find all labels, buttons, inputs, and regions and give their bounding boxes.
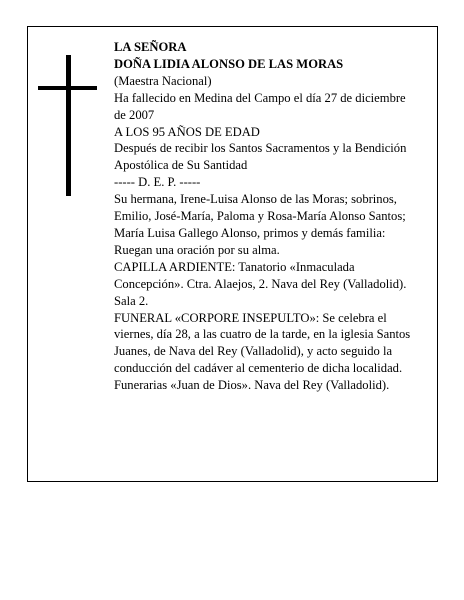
deceased-name: DOÑA LIDIA ALONSO DE LAS MORAS: [114, 56, 344, 71]
notice-title: LA SEÑORA: [114, 40, 187, 54]
deceased-profession: (Maestra Nacional): [114, 73, 212, 88]
prayer-request: Ruegan una oración por su alma.: [114, 242, 280, 257]
funeral-info: FUNERAL «CORPORE INSEPULTO»: Se celebra el viernes, día 28, a las cuatro de la tarde, en la iglesia Santos Juanes, de Nava del Rey (Valladolid), y acto seguido la conducción del cadáver al cementerio de dicha localidad.: [114, 310, 411, 376]
cross-vertical-bar: [66, 55, 71, 196]
deceased-age: A LOS 95 AÑOS DE EDAD: [114, 124, 260, 139]
chapel-info: CAPILLA ARDIENTE: Tanatorio «Inmaculada Concepción». Ctra. Alaejos, 2. Nava del Rey (Valladolid). Sala 2.: [114, 259, 407, 308]
family-text: Su hermana, Irene-Luisa Alonso de las Moras; sobrinos, Emilio, José-María, Paloma y Rosa-María Alonso Santos; María Luisa Gallego Alonso, primos y demás familia:: [114, 192, 406, 240]
obituary-text: [114, 39, 419, 394]
cross-horizontal-bar: [38, 86, 97, 90]
death-info: Ha fallecido en Medina del Campo el día 27 de diciembre de 2007: [114, 90, 406, 122]
sacraments-text: Después de recibir los Santos Sacramentos y la Bendición Apostólica de Su Santidad: [114, 141, 407, 173]
funeral-home: Funerarias «Juan de Dios». Nava del Rey (Valladolid).: [114, 378, 390, 393]
rip-line: ----- D. E. P. -----: [114, 175, 201, 190]
